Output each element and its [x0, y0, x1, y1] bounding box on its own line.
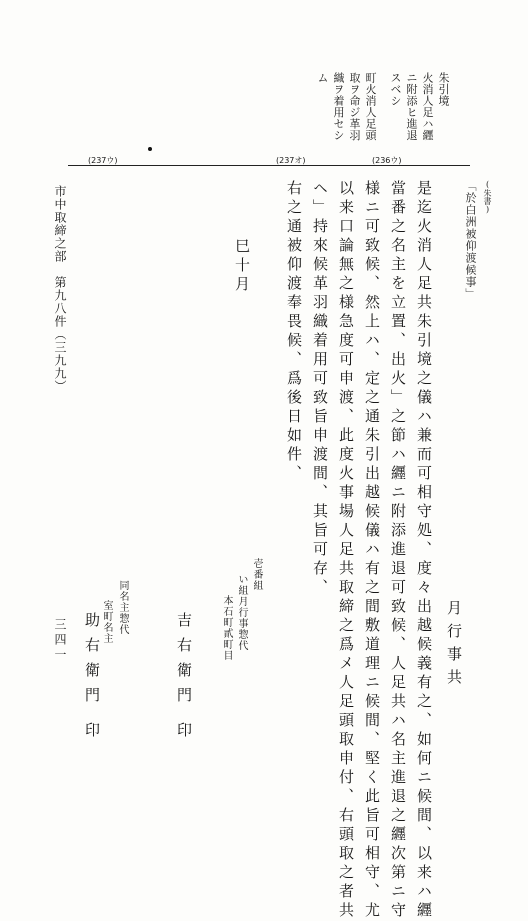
- body-line-3: 様ニ可致候、然上ハ、定之通朱引出越候儀ハ有之間敷道理ニ候間、堅く此旨可相守、尤: [363, 180, 381, 921]
- head-note-1: 朱引境: [437, 72, 450, 107]
- signatory-1-seal: 印: [175, 722, 193, 737]
- head-note-7: 織ヲ着用セシ: [332, 72, 345, 141]
- page-mark-237u: (237ウ): [88, 156, 118, 165]
- signatory-2-name: 助右衛門: [83, 612, 101, 712]
- body-line-5: ヘ」持來候革羽織着用可致旨申渡間、其旨可存、: [311, 180, 329, 598]
- page-mark-236u: (236ウ): [372, 156, 402, 165]
- addressee: 月行事共: [445, 600, 463, 692]
- body-line-6: 右之通被仰渡奉畏候、爲後日如件、: [285, 180, 303, 484]
- signatory-1-line-1: 壱番組: [251, 558, 262, 591]
- title-heading: 「於白洲被仰渡候事」: [464, 180, 477, 300]
- signatory-1-line-3: 本石町貳町目: [221, 595, 232, 661]
- page-dot: [148, 147, 152, 151]
- body-line-4: 以来口論無之様急度可申渡、此度火事場人足共取締之爲メ人足頭取申付、右頭取之者共: [337, 180, 355, 921]
- signatory-1-name: 吉右衛門: [175, 612, 193, 712]
- head-note-2: 火消人足ハ纒: [421, 72, 434, 141]
- signatory-2-line-2: 室町名主: [101, 600, 112, 644]
- footer-section: 市中取締之部 第九八件（三九九）: [53, 185, 67, 393]
- signatory-2-seal: 印: [83, 722, 101, 737]
- body-line-2: 當番之名主を立置、出火」之節ハ纒ニ附添進退可致候、人足共ハ名主進退之纒次第ニ守: [389, 180, 407, 921]
- signatory-1-line-2: い組月行事惣代: [236, 574, 247, 651]
- body-line-1: 是迄火消人足共朱引境之儀ハ兼而可相守処、度々出越候義有之、如何ニ候間、以来ハ纒: [415, 180, 433, 921]
- head-note-5: 町火消人足頭: [364, 72, 377, 141]
- head-note-3: ニ附添ヒ進退: [405, 72, 418, 141]
- footer-page-number: 三四一: [53, 618, 67, 663]
- head-note-6: 取ヲ命ジ革羽: [348, 72, 361, 141]
- head-note-4: スベシ: [389, 72, 402, 107]
- header-rule: [68, 165, 470, 166]
- page-mark-237o: (237オ): [276, 156, 306, 165]
- date: 巳十月: [233, 238, 251, 295]
- title-ruby: (朱書): [483, 180, 492, 214]
- signatory-2-line-1: 同名主惣代: [117, 580, 128, 635]
- head-note-8: ム: [316, 72, 329, 84]
